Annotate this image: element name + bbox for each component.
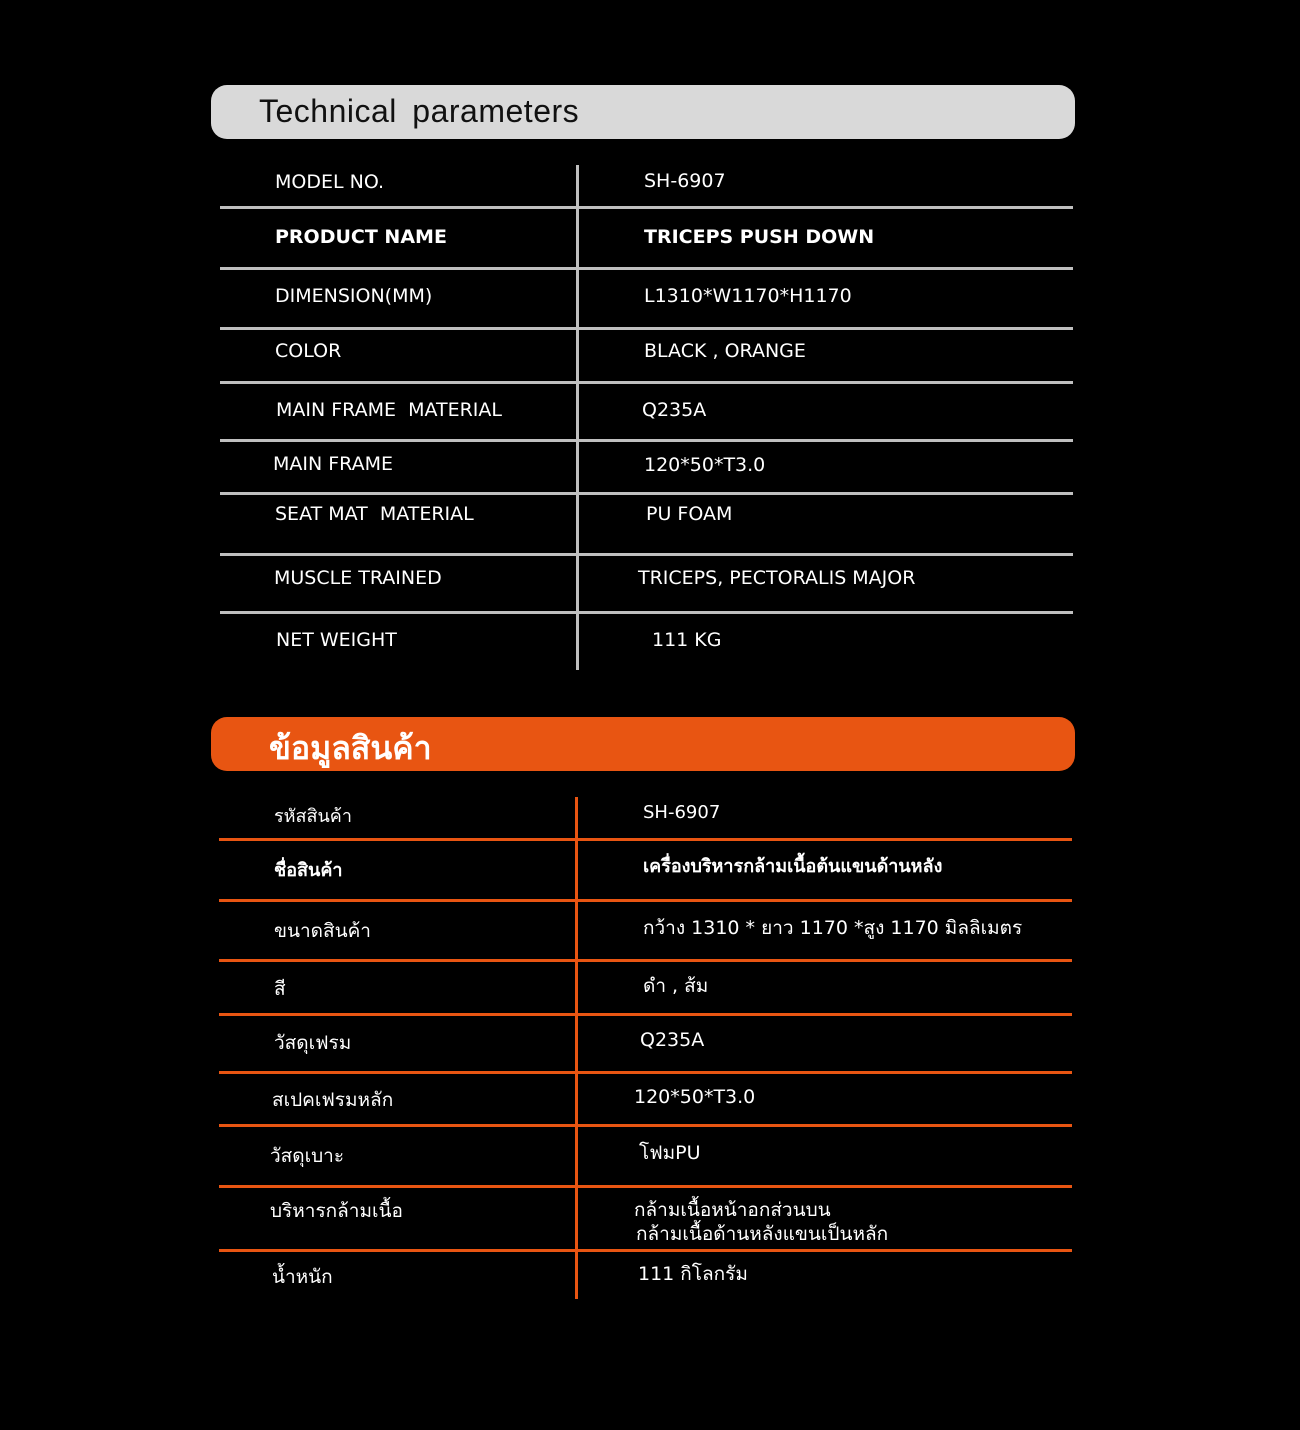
table-row: [219, 1252, 1072, 1299]
table-row: [219, 797, 1072, 839]
row-label: วัสดุเฟรม: [274, 1032, 352, 1054]
row-label: PRODUCT NAME: [275, 226, 447, 248]
row-value: เครื่องบริหารกล้ามเนื้อต้นแขนด้านหลัง: [643, 856, 943, 877]
row-label: สี: [274, 978, 286, 1000]
table-row: [219, 841, 1072, 899]
product-info-section: [211, 717, 1075, 1307]
row-value: 120*50*T3.0: [644, 454, 766, 476]
table-row: [220, 270, 1073, 328]
technical-parameters-table: [220, 165, 1073, 670]
row-value: BLACK , ORANGE: [644, 340, 806, 362]
row-value: Q235A: [642, 399, 707, 421]
row-label: NET WEIGHT: [276, 629, 397, 651]
row-label: สเปคเฟรมหลัก: [272, 1089, 394, 1111]
row-label: COLOR: [275, 340, 342, 362]
row-value: กล้ามเนื้อหน้าอกส่วนบน: [634, 1199, 831, 1221]
row-value: SH-6907: [643, 802, 721, 823]
row-value: Q235A: [640, 1029, 705, 1051]
row-label: รหัสสินค้า: [274, 806, 352, 827]
row-value: TRICEPS PUSH DOWN: [644, 226, 875, 248]
table-row: [220, 209, 1073, 267]
table-row: [220, 384, 1073, 440]
row-value: TRICEPS, PECTORALIS MAJOR: [638, 567, 916, 589]
row-label: วัสดุเบาะ: [270, 1145, 345, 1167]
table-row: [219, 962, 1072, 1014]
row-label: DIMENSION(MM): [275, 285, 433, 307]
table-row: [220, 495, 1073, 553]
row-label: MAIN FRAME: [273, 453, 394, 475]
row-value: ดำ , ส้ม: [643, 975, 709, 997]
row-value: 120*50*T3.0: [634, 1086, 756, 1108]
row-value: โฟมPU: [639, 1142, 701, 1164]
product-info-table: [219, 797, 1072, 1299]
row-label: MAIN FRAME MATERIAL: [276, 399, 502, 421]
table-row: [219, 1188, 1072, 1250]
product-info-title: ข้อมูลสินค้า: [269, 729, 432, 767]
table-row: [219, 1074, 1072, 1124]
table-row: [220, 556, 1073, 611]
product-info-banner: [211, 717, 1075, 771]
table-row: [220, 442, 1073, 492]
table-row: [220, 614, 1073, 670]
row-value: SH-6907: [644, 170, 726, 192]
row-value: 111 KG: [652, 629, 722, 651]
row-value-line2: กล้ามเนื้อด้านหลังแขนเป็นหลัก: [636, 1223, 889, 1245]
row-label: MODEL NO.: [275, 171, 385, 193]
technical-parameters-banner: [211, 85, 1075, 139]
row-value: L1310*W1170*H1170: [644, 285, 852, 307]
row-value: PU FOAM: [646, 503, 733, 525]
technical-parameters-section: [211, 85, 1075, 675]
technical-parameters-title: Technical parameters: [259, 93, 580, 129]
row-label: MUSCLE TRAINED: [274, 567, 442, 589]
row-value: 111 กิโลกรัม: [638, 1263, 748, 1285]
table-row: [219, 902, 1072, 960]
row-label: บริหารกล้ามเนื้อ: [270, 1200, 403, 1222]
table-row: [219, 1016, 1072, 1072]
row-label: ชื่อสินค้า: [274, 860, 343, 881]
table-row: [219, 1127, 1072, 1185]
table-row: [220, 330, 1073, 382]
table-row: [220, 165, 1073, 207]
row-value: กว้าง 1310 * ยาว 1170 *สูง 1170 มิลลิเมตร: [643, 917, 1023, 939]
row-label: น้ำหนัก: [272, 1266, 333, 1288]
row-label: ขนาดสินค้า: [274, 920, 371, 942]
row-label: SEAT MAT MATERIAL: [275, 503, 474, 525]
